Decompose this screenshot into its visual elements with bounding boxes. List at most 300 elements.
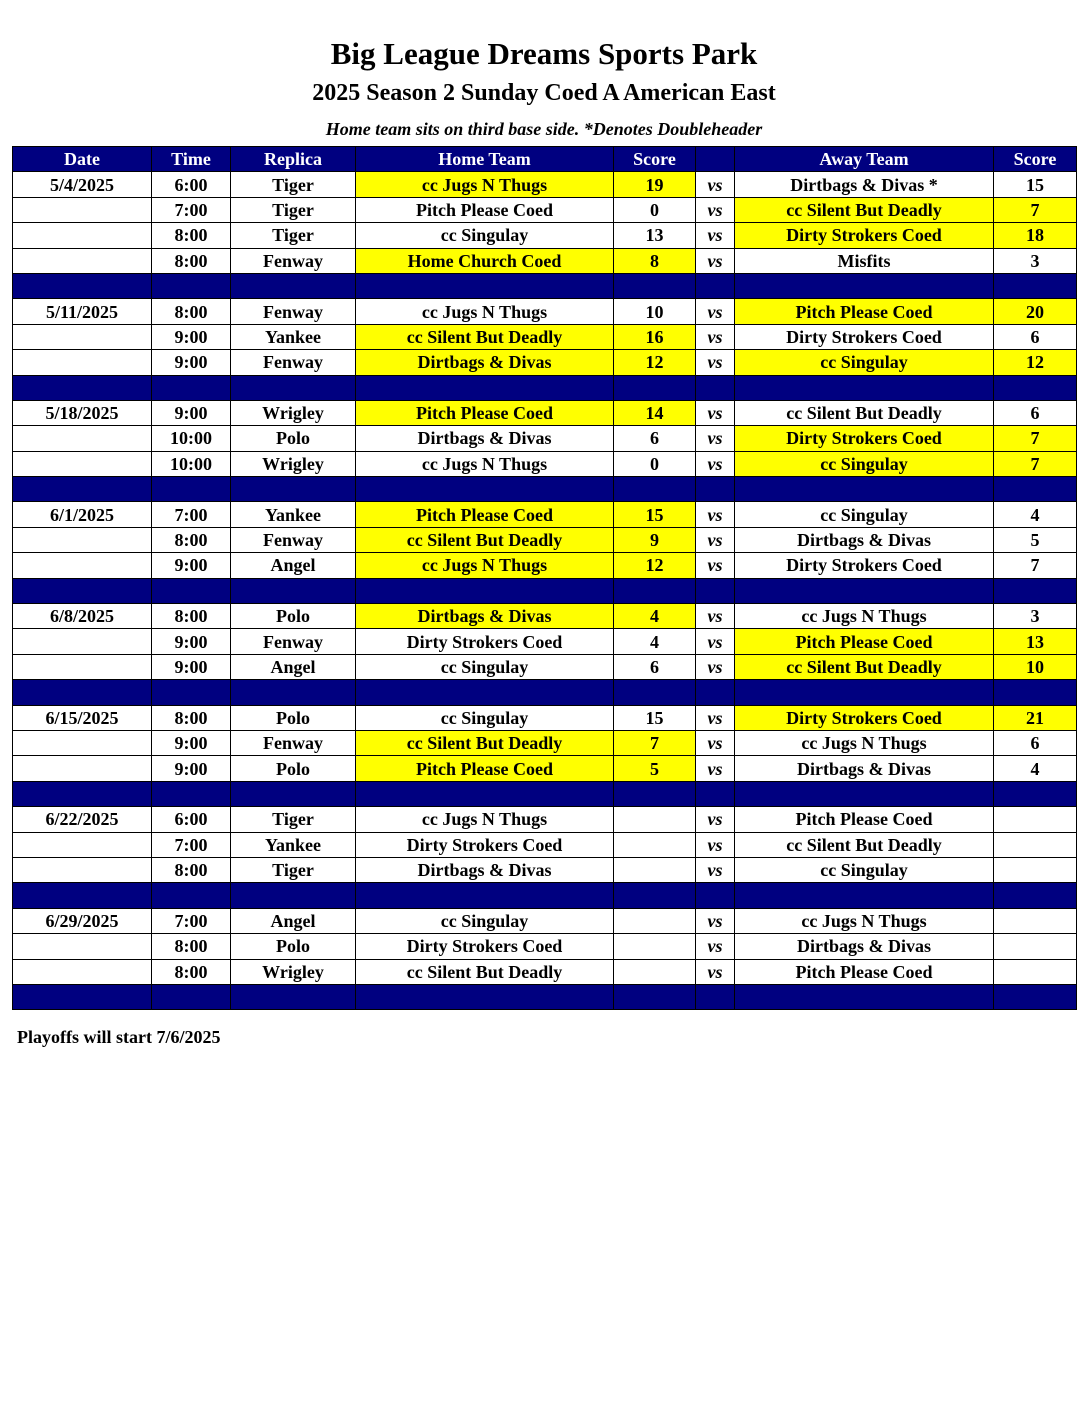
home-score: 14 (614, 400, 696, 425)
home-score (614, 832, 696, 857)
game-time: 9:00 (152, 654, 231, 679)
game-row (13, 730, 1077, 755)
home-score: 15 (614, 705, 696, 730)
away-score: 7 (994, 451, 1077, 476)
vs-label: vs (696, 705, 735, 730)
vs-label: vs (696, 223, 735, 248)
game-row (13, 654, 1077, 679)
game-time: 8:00 (152, 299, 231, 324)
separator-cell (231, 883, 356, 908)
separator-cell (356, 680, 614, 705)
home-team: Dirty Strokers Coed (356, 832, 614, 857)
week-separator-row (13, 984, 1077, 1009)
separator-cell (614, 680, 696, 705)
game-field: Polo (231, 604, 356, 629)
game-field: Wrigley (231, 451, 356, 476)
separator-cell (735, 984, 994, 1009)
separator-cell (356, 375, 614, 400)
week-separator-row (13, 680, 1077, 705)
game-time: 9:00 (152, 756, 231, 781)
home-score: 6 (614, 426, 696, 451)
away-team: Pitch Please Coed (735, 629, 994, 654)
separator-cell (994, 273, 1077, 298)
away-team: Dirty Strokers Coed (735, 553, 994, 578)
game-time: 6:00 (152, 172, 231, 197)
away-team: Pitch Please Coed (735, 299, 994, 324)
col-header-replica: Replica (231, 147, 356, 172)
separator-cell (231, 578, 356, 603)
schedule-note: Home team sits on third base side. *Denotes Doubleheader (325, 119, 763, 139)
game-time: 9:00 (152, 400, 231, 425)
col-header-time: Time (152, 147, 231, 172)
game-field: Yankee (231, 832, 356, 857)
away-score: 6 (994, 324, 1077, 349)
game-row (13, 426, 1077, 451)
game-date (13, 832, 152, 857)
game-field: Angel (231, 654, 356, 679)
home-score: 15 (614, 502, 696, 527)
separator-cell (735, 781, 994, 806)
game-field: Yankee (231, 324, 356, 349)
separator-cell (231, 781, 356, 806)
home-team: Home Church Coed (356, 248, 614, 273)
playoffs-note: Playoffs will start 7/6/2025 (17, 1027, 221, 1047)
home-team: Dirtbags & Divas (356, 604, 614, 629)
game-date (13, 451, 152, 476)
game-field: Polo (231, 426, 356, 451)
home-team: Pitch Please Coed (356, 502, 614, 527)
away-score: 3 (994, 604, 1077, 629)
away-team: cc Jugs N Thugs (735, 908, 994, 933)
schedule-table (12, 146, 1077, 1010)
vs-label: vs (696, 832, 735, 857)
home-team: Pitch Please Coed (356, 197, 614, 222)
separator-cell (356, 883, 614, 908)
game-row (13, 857, 1077, 882)
game-row (13, 756, 1077, 781)
game-row (13, 705, 1077, 730)
game-row (13, 527, 1077, 552)
game-time: 9:00 (152, 324, 231, 349)
separator-cell (735, 883, 994, 908)
home-team: Dirtbags & Divas (356, 426, 614, 451)
away-score: 18 (994, 223, 1077, 248)
vs-label: vs (696, 172, 735, 197)
game-row (13, 934, 1077, 959)
game-date: 6/15/2025 (13, 705, 152, 730)
separator-cell (13, 375, 152, 400)
col-header-away-score: Score (994, 147, 1077, 172)
separator-cell (735, 375, 994, 400)
home-score: 0 (614, 197, 696, 222)
separator-cell (13, 273, 152, 298)
separator-cell (231, 680, 356, 705)
game-row (13, 959, 1077, 984)
home-score: 10 (614, 299, 696, 324)
separator-cell (231, 273, 356, 298)
separator-cell (356, 578, 614, 603)
separator-cell (614, 883, 696, 908)
away-score: 4 (994, 756, 1077, 781)
game-field: Fenway (231, 350, 356, 375)
game-row (13, 502, 1077, 527)
separator-cell (614, 477, 696, 502)
home-team: cc Jugs N Thugs (356, 299, 614, 324)
away-score (994, 832, 1077, 857)
home-score (614, 959, 696, 984)
away-score: 6 (994, 400, 1077, 425)
game-date: 5/4/2025 (13, 172, 152, 197)
vs-label: vs (696, 324, 735, 349)
separator-cell (994, 375, 1077, 400)
game-row (13, 451, 1077, 476)
separator-cell (696, 781, 735, 806)
home-team: cc Singulay (356, 654, 614, 679)
separator-cell (994, 680, 1077, 705)
home-score: 7 (614, 730, 696, 755)
week-separator-row (13, 375, 1077, 400)
game-time: 8:00 (152, 527, 231, 552)
vs-label: vs (696, 553, 735, 578)
home-team: Dirty Strokers Coed (356, 934, 614, 959)
game-field: Tiger (231, 223, 356, 248)
away-score: 7 (994, 426, 1077, 451)
game-time: 9:00 (152, 629, 231, 654)
game-time: 8:00 (152, 604, 231, 629)
game-row (13, 908, 1077, 933)
separator-cell (614, 781, 696, 806)
game-field: Fenway (231, 629, 356, 654)
vs-label: vs (696, 502, 735, 527)
home-score (614, 807, 696, 832)
vs-label: vs (696, 197, 735, 222)
away-team: cc Silent But Deadly (735, 400, 994, 425)
separator-cell (696, 477, 735, 502)
home-team: cc Silent But Deadly (356, 324, 614, 349)
game-time: 8:00 (152, 934, 231, 959)
header-row (13, 147, 1077, 172)
game-date (13, 934, 152, 959)
home-team: Dirtbags & Divas (356, 857, 614, 882)
game-row (13, 248, 1077, 273)
separator-cell (152, 375, 231, 400)
game-row (13, 324, 1077, 349)
col-header-home-score: Score (614, 147, 696, 172)
week-separator-row (13, 477, 1077, 502)
game-time: 6:00 (152, 807, 231, 832)
separator-cell (994, 984, 1077, 1009)
separator-cell (231, 375, 356, 400)
game-field: Polo (231, 756, 356, 781)
separator-cell (994, 883, 1077, 908)
separator-cell (13, 984, 152, 1009)
home-team: cc Jugs N Thugs (356, 451, 614, 476)
home-score: 19 (614, 172, 696, 197)
away-team: cc Jugs N Thugs (735, 604, 994, 629)
vs-label: vs (696, 350, 735, 375)
away-team: Dirty Strokers Coed (735, 324, 994, 349)
home-team: Pitch Please Coed (356, 756, 614, 781)
home-score: 5 (614, 756, 696, 781)
game-field: Tiger (231, 857, 356, 882)
vs-label: vs (696, 604, 735, 629)
col-header-home-team: Home Team (356, 147, 614, 172)
home-score: 16 (614, 324, 696, 349)
game-time: 9:00 (152, 553, 231, 578)
separator-cell (696, 883, 735, 908)
vs-label: vs (696, 451, 735, 476)
away-team: cc Singulay (735, 857, 994, 882)
game-date (13, 654, 152, 679)
away-team: Dirtbags & Divas * (735, 172, 994, 197)
separator-cell (735, 578, 994, 603)
home-score: 6 (614, 654, 696, 679)
away-score: 5 (994, 527, 1077, 552)
separator-cell (13, 680, 152, 705)
col-header-away-team: Away Team (735, 147, 994, 172)
away-score: 15 (994, 172, 1077, 197)
game-row (13, 629, 1077, 654)
game-date: 6/29/2025 (13, 908, 152, 933)
page-title: Big League Dreams Sports Park (330, 36, 758, 71)
separator-cell (696, 578, 735, 603)
game-time: 10:00 (152, 426, 231, 451)
home-team: Dirty Strokers Coed (356, 629, 614, 654)
game-date (13, 426, 152, 451)
home-team: cc Jugs N Thugs (356, 172, 614, 197)
game-row (13, 604, 1077, 629)
game-date (13, 248, 152, 273)
home-team: cc Singulay (356, 705, 614, 730)
game-date: 5/11/2025 (13, 299, 152, 324)
away-team: Dirtbags & Divas (735, 756, 994, 781)
separator-cell (152, 781, 231, 806)
separator-cell (231, 984, 356, 1009)
game-date: 6/8/2025 (13, 604, 152, 629)
separator-cell (614, 375, 696, 400)
game-field: Wrigley (231, 959, 356, 984)
home-score: 12 (614, 553, 696, 578)
away-team: Dirty Strokers Coed (735, 223, 994, 248)
separator-cell (356, 781, 614, 806)
week-separator-row (13, 273, 1077, 298)
separator-cell (152, 477, 231, 502)
home-team: cc Silent But Deadly (356, 730, 614, 755)
game-date (13, 350, 152, 375)
away-team: Dirtbags & Divas (735, 934, 994, 959)
vs-label: vs (696, 934, 735, 959)
game-row (13, 223, 1077, 248)
separator-cell (356, 477, 614, 502)
game-time: 8:00 (152, 248, 231, 273)
vs-label: vs (696, 426, 735, 451)
game-date: 5/18/2025 (13, 400, 152, 425)
away-team: Dirtbags & Divas (735, 527, 994, 552)
home-score (614, 934, 696, 959)
game-field: Fenway (231, 527, 356, 552)
game-date (13, 223, 152, 248)
game-time: 7:00 (152, 908, 231, 933)
vs-label: vs (696, 857, 735, 882)
game-date: 6/1/2025 (13, 502, 152, 527)
separator-cell (13, 578, 152, 603)
game-row (13, 299, 1077, 324)
home-team: cc Singulay (356, 223, 614, 248)
away-score (994, 959, 1077, 984)
vs-label: vs (696, 908, 735, 933)
home-score (614, 908, 696, 933)
home-team: cc Silent But Deadly (356, 527, 614, 552)
separator-cell (152, 883, 231, 908)
game-time: 8:00 (152, 857, 231, 882)
separator-cell (735, 273, 994, 298)
game-time: 7:00 (152, 502, 231, 527)
home-score (614, 857, 696, 882)
home-score: 9 (614, 527, 696, 552)
game-date (13, 197, 152, 222)
vs-label: vs (696, 654, 735, 679)
vs-label: vs (696, 299, 735, 324)
game-field: Tiger (231, 172, 356, 197)
away-team: Pitch Please Coed (735, 959, 994, 984)
game-field: Fenway (231, 730, 356, 755)
separator-cell (735, 477, 994, 502)
home-team: Pitch Please Coed (356, 400, 614, 425)
separator-cell (614, 984, 696, 1009)
home-score: 12 (614, 350, 696, 375)
separator-cell (152, 984, 231, 1009)
game-row (13, 553, 1077, 578)
game-row (13, 400, 1077, 425)
separator-cell (696, 680, 735, 705)
separator-cell (614, 273, 696, 298)
game-field: Fenway (231, 299, 356, 324)
game-row (13, 832, 1077, 857)
home-score: 0 (614, 451, 696, 476)
game-date (13, 857, 152, 882)
game-date: 6/22/2025 (13, 807, 152, 832)
home-team: cc Jugs N Thugs (356, 807, 614, 832)
game-date (13, 959, 152, 984)
week-separator-row (13, 883, 1077, 908)
game-field: Polo (231, 934, 356, 959)
away-team: cc Silent But Deadly (735, 654, 994, 679)
home-score: 8 (614, 248, 696, 273)
game-time: 9:00 (152, 730, 231, 755)
home-score: 13 (614, 223, 696, 248)
away-team: Pitch Please Coed (735, 807, 994, 832)
page-subtitle: 2025 Season 2 Sunday Coed A American East (312, 80, 776, 106)
game-row (13, 197, 1077, 222)
away-team: Misfits (735, 248, 994, 273)
game-field: Angel (231, 908, 356, 933)
game-date (13, 756, 152, 781)
separator-cell (994, 477, 1077, 502)
game-time: 8:00 (152, 705, 231, 730)
col-header-vs (696, 147, 735, 172)
game-row (13, 807, 1077, 832)
away-team: Dirty Strokers Coed (735, 705, 994, 730)
vs-label: vs (696, 959, 735, 984)
separator-cell (614, 578, 696, 603)
game-row (13, 172, 1077, 197)
week-separator-row (13, 781, 1077, 806)
home-team: cc Jugs N Thugs (356, 553, 614, 578)
away-team: cc Silent But Deadly (735, 832, 994, 857)
away-score: 12 (994, 350, 1077, 375)
game-date (13, 527, 152, 552)
game-time: 8:00 (152, 959, 231, 984)
separator-cell (356, 273, 614, 298)
game-field: Polo (231, 705, 356, 730)
vs-label: vs (696, 730, 735, 755)
game-time: 7:00 (152, 197, 231, 222)
game-date (13, 324, 152, 349)
vs-label: vs (696, 629, 735, 654)
separator-cell (231, 477, 356, 502)
separator-cell (994, 781, 1077, 806)
away-team: cc Singulay (735, 350, 994, 375)
separator-cell (152, 273, 231, 298)
separator-cell (735, 680, 994, 705)
game-field: Fenway (231, 248, 356, 273)
home-score: 4 (614, 629, 696, 654)
vs-label: vs (696, 756, 735, 781)
week-separator-row (13, 578, 1077, 603)
away-score: 10 (994, 654, 1077, 679)
away-team: cc Silent But Deadly (735, 197, 994, 222)
game-row (13, 350, 1077, 375)
away-score: 7 (994, 553, 1077, 578)
game-time: 7:00 (152, 832, 231, 857)
away-score (994, 857, 1077, 882)
separator-cell (696, 273, 735, 298)
away-score: 20 (994, 299, 1077, 324)
game-time: 8:00 (152, 223, 231, 248)
away-score: 6 (994, 730, 1077, 755)
game-field: Tiger (231, 807, 356, 832)
col-header-date: Date (13, 147, 152, 172)
game-field: Angel (231, 553, 356, 578)
game-date (13, 730, 152, 755)
separator-cell (994, 578, 1077, 603)
separator-cell (152, 578, 231, 603)
separator-cell (696, 984, 735, 1009)
away-team: cc Singulay (735, 502, 994, 527)
separator-cell (13, 883, 152, 908)
separator-cell (13, 781, 152, 806)
away-score: 3 (994, 248, 1077, 273)
separator-cell (13, 477, 152, 502)
game-time: 9:00 (152, 350, 231, 375)
away-team: cc Singulay (735, 451, 994, 476)
home-team: cc Silent But Deadly (356, 959, 614, 984)
game-time: 10:00 (152, 451, 231, 476)
separator-cell (152, 680, 231, 705)
away-team: Dirty Strokers Coed (735, 426, 994, 451)
away-score: 4 (994, 502, 1077, 527)
game-date (13, 629, 152, 654)
game-field: Tiger (231, 197, 356, 222)
vs-label: vs (696, 527, 735, 552)
home-score: 4 (614, 604, 696, 629)
away-score (994, 934, 1077, 959)
home-team: Dirtbags & Divas (356, 350, 614, 375)
away-score (994, 908, 1077, 933)
separator-cell (696, 375, 735, 400)
game-field: Wrigley (231, 400, 356, 425)
away-score: 13 (994, 629, 1077, 654)
